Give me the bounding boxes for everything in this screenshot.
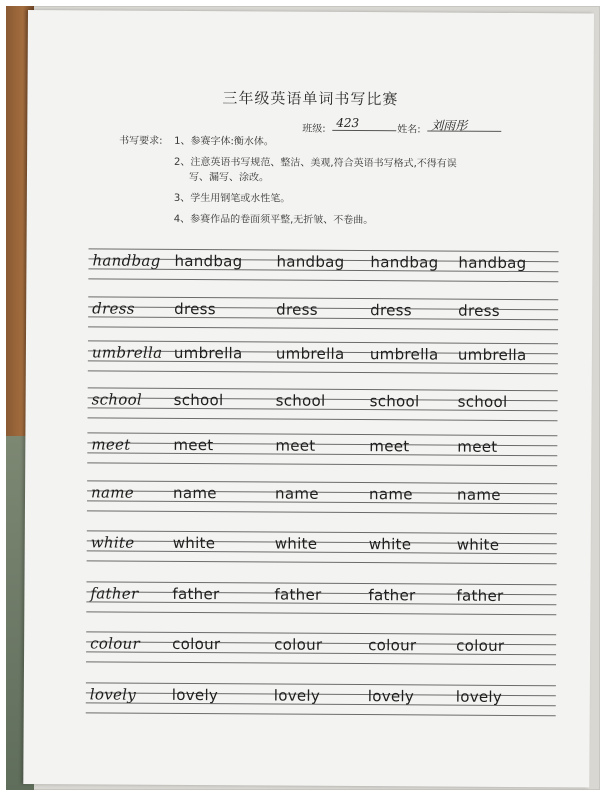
guide-line [88, 387, 558, 391]
writing-row [86, 581, 556, 624]
guide-line [87, 480, 557, 484]
handwritten-word: umbrella [457, 345, 527, 365]
handwritten-word: lovely [273, 686, 321, 705]
guide-line [86, 631, 556, 635]
writing-row [86, 682, 556, 725]
handwritten-word: colour [368, 636, 417, 655]
handwritten-word: meet [369, 437, 410, 456]
requirement-2: 2、注意英语书写规范、整洁、美观,符合英语书写格式,不得有误 [174, 156, 457, 170]
name-label: 姓名: [397, 124, 421, 136]
handwritten-word: father [368, 586, 416, 605]
handwritten-word: handbag [370, 253, 439, 272]
model-word: name [90, 483, 135, 502]
requirement-3: 3、学生用钢笔或水性笔。 [173, 192, 291, 205]
handwritten-word: meet [173, 435, 214, 455]
handwritten-word: umbrella [173, 343, 243, 363]
handwritten-word: handbag [458, 253, 527, 273]
handwritten-word: colour [172, 634, 221, 654]
handwritten-word: white [456, 535, 500, 554]
writing-row [87, 480, 557, 523]
handwritten-word: umbrella [369, 345, 439, 364]
handwritten-word: school [369, 392, 420, 411]
name-field: 刘雨彤 [427, 116, 501, 131]
guide-line [87, 462, 557, 466]
handwritten-word: name [368, 485, 413, 504]
worksheet-paper [23, 10, 594, 787]
guide-line [86, 661, 556, 665]
model-word: school [91, 390, 143, 409]
handwritten-word: handbag [276, 252, 345, 271]
guide-line [87, 510, 557, 514]
handwritten-word: dress [458, 301, 500, 320]
handwritten-word: school [173, 390, 224, 410]
handwritten-word: white [368, 535, 412, 554]
guide-line [88, 278, 558, 282]
class-field: 423 [332, 116, 396, 131]
photo-frame [6, 6, 600, 790]
handwritten-word: meet [275, 436, 316, 455]
handwritten-word: handbag [174, 251, 243, 271]
guide-line [87, 581, 557, 585]
handwritten-word: father [172, 584, 220, 604]
handwritten-word: name [274, 484, 319, 503]
guide-line [87, 530, 557, 534]
handwritten-word: white [172, 533, 216, 553]
writing-row [88, 296, 558, 339]
guide-line [86, 712, 556, 716]
handwritten-word: name [456, 485, 501, 504]
model-word: lovely [89, 685, 137, 704]
requirement-2-continued: 写、漏写、涂改。 [188, 171, 270, 184]
guide-line [88, 296, 558, 300]
handwritten-word: white [274, 534, 318, 553]
model-word: umbrella [91, 343, 163, 362]
writing-row [87, 432, 557, 475]
guide-line [87, 432, 557, 436]
handwritten-word: school [275, 391, 326, 410]
handwritten-word: father [274, 585, 322, 604]
handwritten-word: meet [457, 437, 498, 456]
class-label: 班级: [302, 123, 326, 135]
handwritten-word: lovely [455, 687, 503, 706]
model-word: colour [90, 634, 141, 653]
requirement-1: 1、参赛字体:衡水体。 [174, 135, 274, 148]
handwritten-word: colour [456, 636, 505, 655]
model-word: dress [92, 299, 135, 318]
guide-line [88, 417, 558, 421]
requirement-4: 4、参赛作品的卷面须平整,无折皱、不卷曲。 [173, 213, 374, 227]
writing-row [87, 387, 557, 430]
page-title: 三年级英语单词书写比赛 [222, 89, 399, 109]
writing-row [87, 530, 557, 573]
guide-line [88, 370, 558, 374]
handwritten-word: lovely [171, 685, 219, 705]
guide-line [88, 326, 558, 330]
writing-row [88, 248, 558, 291]
handwritten-word: dress [276, 300, 318, 319]
handwritten-word: dress [174, 299, 216, 319]
handwritten-word: school [457, 392, 508, 411]
model-word: white [90, 533, 135, 552]
requirements-label: 书写要求: [119, 135, 163, 147]
model-word: father [90, 584, 139, 603]
handwritten-word: name [172, 483, 217, 503]
writing-row [86, 631, 556, 674]
handwritten-word: colour [274, 635, 323, 654]
guide-line [86, 611, 556, 615]
handwritten-word: father [456, 586, 504, 605]
handwritten-word: umbrella [275, 344, 345, 363]
handwritten-word: lovely [367, 687, 415, 706]
model-word: handbag [92, 251, 161, 270]
model-word: meet [91, 435, 131, 454]
guide-line [86, 682, 556, 686]
handwritten-word: dress [370, 301, 412, 320]
writing-row [88, 340, 558, 383]
guide-line [87, 560, 557, 564]
